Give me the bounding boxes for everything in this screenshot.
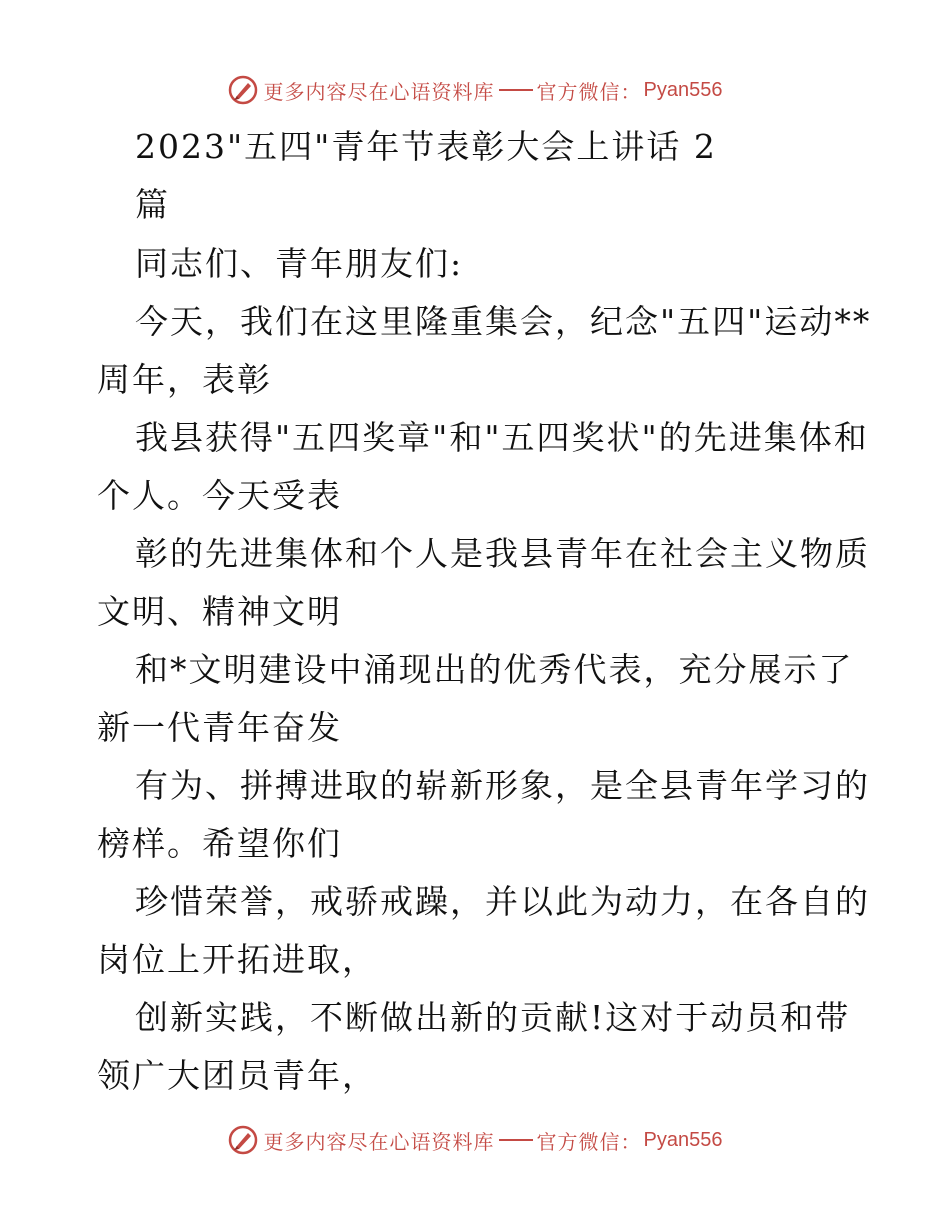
paragraph-line: 新一代青年奋发 (97, 708, 342, 747)
paragraph-line: 彰的先进集体和个人是我县青年在社会主义物质 (135, 534, 870, 573)
paragraph-line: 我县获得"五四奖章"和"五四奖状"的先进集体和 (135, 418, 869, 457)
paragraph-line: 周年，表彰 (97, 360, 272, 399)
header-watermark-banner (0, 70, 950, 110)
paragraph-line: 有为、拼搏进取的崭新形象，是全县青年学习的 (135, 766, 870, 805)
paragraph-line: 个人。今天受表 (97, 476, 342, 515)
banner-text: 更多内容尽在心语资料库 (263, 79, 495, 104)
document-title-line-1: 2023"五四"青年节表彰大会上讲话 2 (135, 127, 717, 166)
paragraph-line: 领广大团员青年， (97, 1056, 377, 1095)
paragraph-line: 今天，我们在这里隆重集会，纪念"五四"运动** (135, 302, 872, 341)
document-title-line-2: 篇 (135, 185, 170, 224)
paragraph-line: 同志们、青年朋友们: (135, 244, 464, 283)
paragraph-line: 和*文明建设中涌现出的优秀代表，充分展示了 (135, 650, 854, 689)
paragraph-line: 榜样。希望你们 (97, 824, 342, 863)
banner-official-label: 官方微信： (536, 79, 642, 104)
banner-dash (499, 1139, 533, 1141)
paragraph-line: 岗位上开拓进取， (97, 940, 377, 979)
banner-text: 更多内容尽在心语资料库 (263, 1129, 495, 1154)
banner-account-id: Pyan556 (643, 1128, 723, 1151)
logo-pen-icon (228, 1125, 258, 1155)
footer-watermark-banner (0, 1120, 950, 1160)
paragraph-line: 创新实践，不断做出新的贡献!这对于动员和带 (135, 998, 851, 1037)
paragraph-line: 珍惜荣誉，戒骄戒躁，并以此为动力，在各自的 (135, 882, 870, 921)
paragraph-line: 文明、精神文明 (97, 592, 342, 631)
logo-pen-icon (228, 75, 258, 105)
banner-official-label: 官方微信： (536, 1129, 642, 1154)
banner-dash (499, 89, 533, 91)
banner-account-id: Pyan556 (643, 78, 723, 101)
